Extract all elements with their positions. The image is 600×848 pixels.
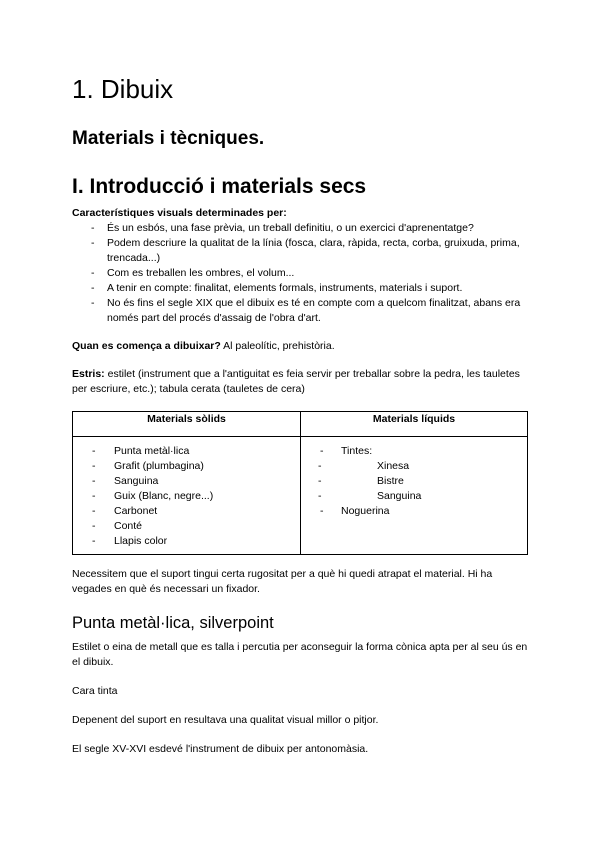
list-item: - Llapis color bbox=[73, 534, 300, 549]
list-item: - Sanguina bbox=[73, 474, 300, 489]
liquids-list bbox=[301, 444, 527, 519]
section-heading: I. Introducció i materials secs bbox=[72, 175, 367, 198]
origin-question: Quan es comença a dibuixar? bbox=[72, 340, 221, 352]
solid-header: Materials sòlids bbox=[73, 412, 301, 437]
page-title: 1. Dibuix bbox=[72, 74, 174, 104]
support-note: Necessitem que el suport tingui certa rugositat per a què hi quedi atrapat el material. Hi ha vegades en què és necessari un fixador. bbox=[72, 568, 493, 595]
silverpoint-p3: Depenent del suport en resultava una qualitat visual millor o pitjor. bbox=[72, 714, 379, 726]
origin-paragraph bbox=[72, 339, 532, 354]
liquid-header: Materials líquids bbox=[301, 412, 528, 437]
silverpoint-p2: Cara tinta bbox=[72, 685, 118, 697]
list-item: - Grafit (plumbagina) bbox=[73, 459, 300, 474]
silverpoint-p4: El segle XV-XVI esdevé l'instrument de dibuix per antonomàsia. bbox=[72, 743, 369, 755]
list-item: - Carbonet bbox=[73, 504, 300, 519]
list-item: - És un esbós, una fase prèvia, un treball definitiu, o un exercici d'aprenentatge? bbox=[72, 221, 532, 236]
origin-answer: Al paleolític, prehistòria. bbox=[220, 340, 335, 352]
features-heading: Característiques visuals determinades per: bbox=[72, 207, 287, 219]
list-item: - Podem descriure la qualitat de la línia (fosca, clara, ràpida, recta, corba, gruixuda, prima, trencada...) bbox=[72, 236, 532, 266]
list-item: - Noguerina bbox=[301, 504, 527, 519]
estris-paragraph bbox=[72, 367, 532, 397]
silverpoint-heading: Punta metàl·lica, silverpoint bbox=[72, 614, 274, 632]
list-item: - A tenir en compte: finalitat, elements formals, instruments, materials i suport. bbox=[72, 281, 532, 296]
list-item: - Punta metàl·lica bbox=[73, 444, 300, 459]
list-item: - Conté bbox=[73, 519, 300, 534]
solids-cell bbox=[73, 437, 301, 555]
list-item: - No és fins el segle XIX que el dibuix es té en compte com a quelcom finalitzat, abans era només part del procés d'assaig de l'obra d'art. bbox=[72, 296, 532, 326]
estris-label: Estris: bbox=[72, 368, 105, 380]
materials-table bbox=[72, 411, 528, 555]
list-item: - Bistre bbox=[301, 474, 527, 489]
list-item: - Sanguina bbox=[301, 489, 527, 504]
silverpoint-p1: Estilet o eina de metall que es talla i percutia per aconseguir la forma cònica apta per al seu ús en el dibuix. bbox=[72, 641, 528, 668]
list-item: - Guix (Blanc, negre...) bbox=[73, 489, 300, 504]
features-list bbox=[72, 221, 532, 326]
liquids-cell bbox=[301, 437, 528, 555]
list-item: - Com es treballen les ombres, el volum... bbox=[72, 266, 532, 281]
tintes-label: Tintes: bbox=[341, 445, 373, 457]
solids-list bbox=[73, 444, 300, 549]
features-block bbox=[72, 206, 532, 326]
estris-text: estilet (instrument que a l'antiguitat es feia servir per treballar sobre la pedra, les tauletes per escriure, etc.); tabula cerata (tauletes de cera) bbox=[72, 368, 520, 395]
subtitle: Materials i tècniques. bbox=[72, 128, 265, 149]
list-item: - Xinesa bbox=[301, 459, 527, 474]
tintes-sublist bbox=[301, 459, 527, 504]
list-item bbox=[301, 444, 527, 504]
